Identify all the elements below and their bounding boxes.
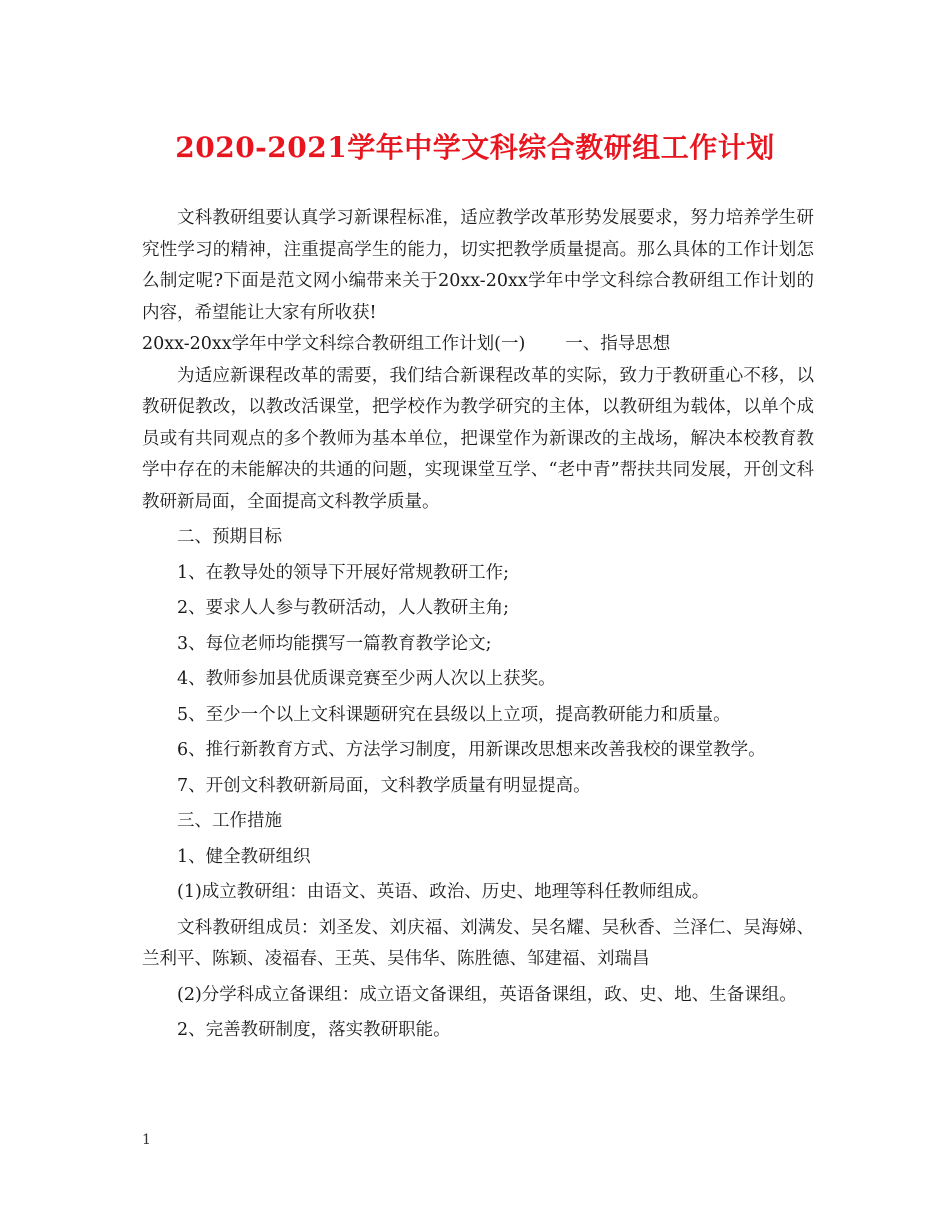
section-heading-goals: 二、预期目标 <box>177 527 282 547</box>
members-paragraph: 文科教研组成员：刘圣发、刘庆福、刘满发、吴名耀、吴秋香、兰泽仁、吴海娣、兰利平、陈颖、凌福春、王英、吴伟华、陈胜德、邹建福、刘瑞昌 <box>142 917 814 969</box>
measure-item: (2)分学科成立备课组：成立语文备课组，英语备课组，政、史、地、生备课组。 <box>177 984 797 1005</box>
section-heading-measures: 三、工作措施 <box>177 811 282 831</box>
goal-item: 3、每位老师均能撰写一篇教育教学论文; <box>177 633 492 654</box>
plan-heading-row <box>142 329 814 361</box>
document-title: 2020-2021学年中学文科综合教研组工作计划 <box>175 131 775 164</box>
intro-paragraph: 文科教研组要认真学习新课程标准，适应教学改革形势发展要求，努力培养学生研究性学习的精神，注重提高学生的能力，切实把教学质量提高。那么具体的工作计划怎么制定呢?下面是范文网小编带来关于20xx-20xx学年中学文科综合教研组工作计划的内容，希望能让大家有所收获! <box>142 208 814 323</box>
measure-item: (1)成立教研组：由语文、英语、政治、历史、地理等科任教师组成。 <box>177 882 710 902</box>
page-number: 1 <box>142 1132 151 1148</box>
goal-item: 5、至少一个以上文科课题研究在县级以上立项，提高教研能力和质量。 <box>177 704 731 725</box>
goal-item: 7、开创文科教研新局面，文科教学质量有明显提高。 <box>177 775 591 796</box>
measure-heading: 2、完善教研制度，落实教研职能。 <box>177 1020 451 1040</box>
goal-item: 6、推行新教育方式、方法学习制度，用新课改思想来改善我校的课堂教学。 <box>177 740 766 760</box>
plan-heading: 20xx-20xx学年中学文科综合教研组工作计划(一) <box>142 334 526 354</box>
goal-item: 1、在教导处的领导下开展好常规教研工作; <box>177 562 510 583</box>
goal-item: 2、要求人人参与教研活动，人人教研主角; <box>177 598 510 618</box>
guiding-thought-paragraph: 为适应新课程改革的需要，我们结合新课程改革的实际，致力于教研重心不移，以教研促教改，以教改活课堂，把学校作为教学研究的主体，以教研组为载体，以单个成员或有共同观点的多个教师为基本单位，把课堂作为新课改的主战场，解决本校教育教学中存在的未能解决的共通的问题，实现课堂互学、“老中青”帮扶共同发展，开创文科教研新局面，全面提高文科教学质量。 <box>142 365 814 512</box>
measure-heading: 1、健全教研组织 <box>177 846 311 867</box>
section-heading-guiding-thought: 一、指导思想 <box>565 334 671 354</box>
goal-item: 4、教师参加县优质课竞赛至少两人次以上获奖。 <box>177 669 556 689</box>
document-body <box>142 203 814 1047</box>
